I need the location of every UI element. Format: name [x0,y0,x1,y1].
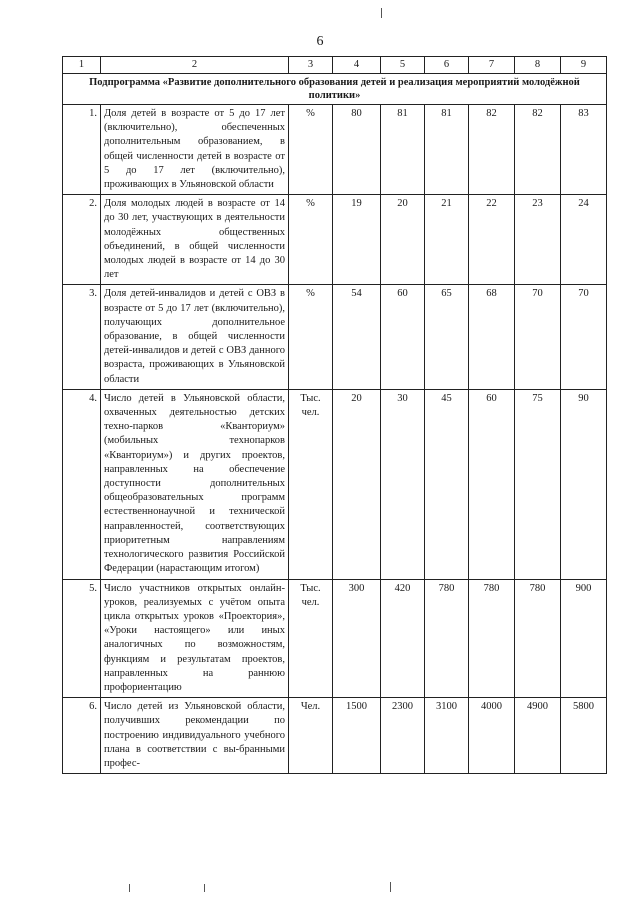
table-row [63,195,607,285]
scan-mark [390,882,391,892]
scan-mark [129,884,130,892]
unit-cell: % [289,105,333,195]
value-cell: 81 [425,105,469,195]
value-cell: 81 [381,105,425,195]
value-cell: 70 [515,285,561,389]
table-row [63,285,607,389]
indicator-description: Число детей из Ульяновской области, получивших рекомендации по построению индивидуального учебного плана в соответствии с вы-бранными профес- [101,698,289,774]
value-cell: 75 [515,389,561,579]
unit-cell: Тыс. чел. [289,389,333,579]
column-header: 1 [63,57,101,74]
indicators-table [62,56,607,774]
value-cell: 90 [561,389,607,579]
value-cell: 20 [333,389,381,579]
table-row [63,105,607,195]
column-header: 9 [561,57,607,74]
table-row [63,698,607,774]
value-cell: 4000 [469,698,515,774]
value-cell: 3100 [425,698,469,774]
indicator-description: Доля детей в возрасте от 5 до 17 лет (включительно), обеспеченных дополнительным образованием, в общей численности детей в возрасте от 5 до 17 лет (включительно), проживающих в Ульяновской области [101,105,289,195]
column-header: 4 [333,57,381,74]
table-row [63,389,607,579]
indicator-description: Доля молодых людей в возрасте от 14 до 30 лет, участвующих в деятельности молодёжных общественных объединений, в общей численности молодых людей в возрасте от 14 до 30 лет [101,195,289,285]
value-cell: 68 [469,285,515,389]
row-number: 3. [63,285,101,389]
value-cell: 82 [469,105,515,195]
value-cell: 19 [333,195,381,285]
value-cell: 65 [425,285,469,389]
value-cell: 900 [561,579,607,698]
column-header: 2 [101,57,289,74]
column-header: 6 [425,57,469,74]
value-cell: 60 [381,285,425,389]
value-cell: 1500 [333,698,381,774]
column-header-row [63,57,607,74]
subprogram-title: Подпрограмма «Развитие дополнительного образования детей и реализация мероприятий молодёжной политики» [63,74,607,105]
value-cell: 23 [515,195,561,285]
indicator-description: Доля детей-инвалидов и детей с ОВЗ в возрасте от 5 до 17 лет (включительно), получающих дополнительное образование, в общей численности детей-инвалидов и детей с ОВЗ данного возраста, проживающих в Ульяновской области [101,285,289,389]
subprogram-row [63,74,607,105]
value-cell: 24 [561,195,607,285]
value-cell: 82 [515,105,561,195]
column-header: 3 [289,57,333,74]
value-cell: 70 [561,285,607,389]
unit-cell: Чел. [289,698,333,774]
scan-mark [204,884,205,892]
column-header: 7 [469,57,515,74]
value-cell: 22 [469,195,515,285]
column-header: 8 [515,57,561,74]
value-cell: 780 [469,579,515,698]
value-cell: 80 [333,105,381,195]
table-row [63,579,607,698]
value-cell: 20 [381,195,425,285]
row-number: 4. [63,389,101,579]
value-cell: 780 [425,579,469,698]
unit-cell: % [289,285,333,389]
unit-cell: % [289,195,333,285]
indicator-description: Число детей в Ульяновской области, охваченных деятельностью детских техно-парков «Кванториум» (мобильных технопарков «Кванториум») и других проектов, направленных на обеспечение доступности дополнительных общеобразовательных программ естественнонаучной и технической направленностей, соответствующих приоритетным направлениям технологического развития Российской Федерации (нарастающим итогом) [101,389,289,579]
row-number: 6. [63,698,101,774]
value-cell: 30 [381,389,425,579]
page-number: 6 [316,34,324,49]
row-number: 5. [63,579,101,698]
value-cell: 780 [515,579,561,698]
row-number: 2. [63,195,101,285]
unit-cell: Тыс. чел. [289,579,333,698]
value-cell: 83 [561,105,607,195]
indicator-description: Число участников открытых онлайн-уроков, реализуемых с учётом опыта цикла открытых уроков «Проектория», «Уроки настоящего» или иных аналогичных по возможностям, функциям и результатам проектов, направленных на раннюю профориентацию [101,579,289,698]
value-cell: 4900 [515,698,561,774]
row-number: 1. [63,105,101,195]
value-cell: 420 [381,579,425,698]
value-cell: 54 [333,285,381,389]
value-cell: 45 [425,389,469,579]
value-cell: 5800 [561,698,607,774]
scan-mark [381,8,382,18]
column-header: 5 [381,57,425,74]
value-cell: 2300 [381,698,425,774]
value-cell: 60 [469,389,515,579]
value-cell: 300 [333,579,381,698]
value-cell: 21 [425,195,469,285]
